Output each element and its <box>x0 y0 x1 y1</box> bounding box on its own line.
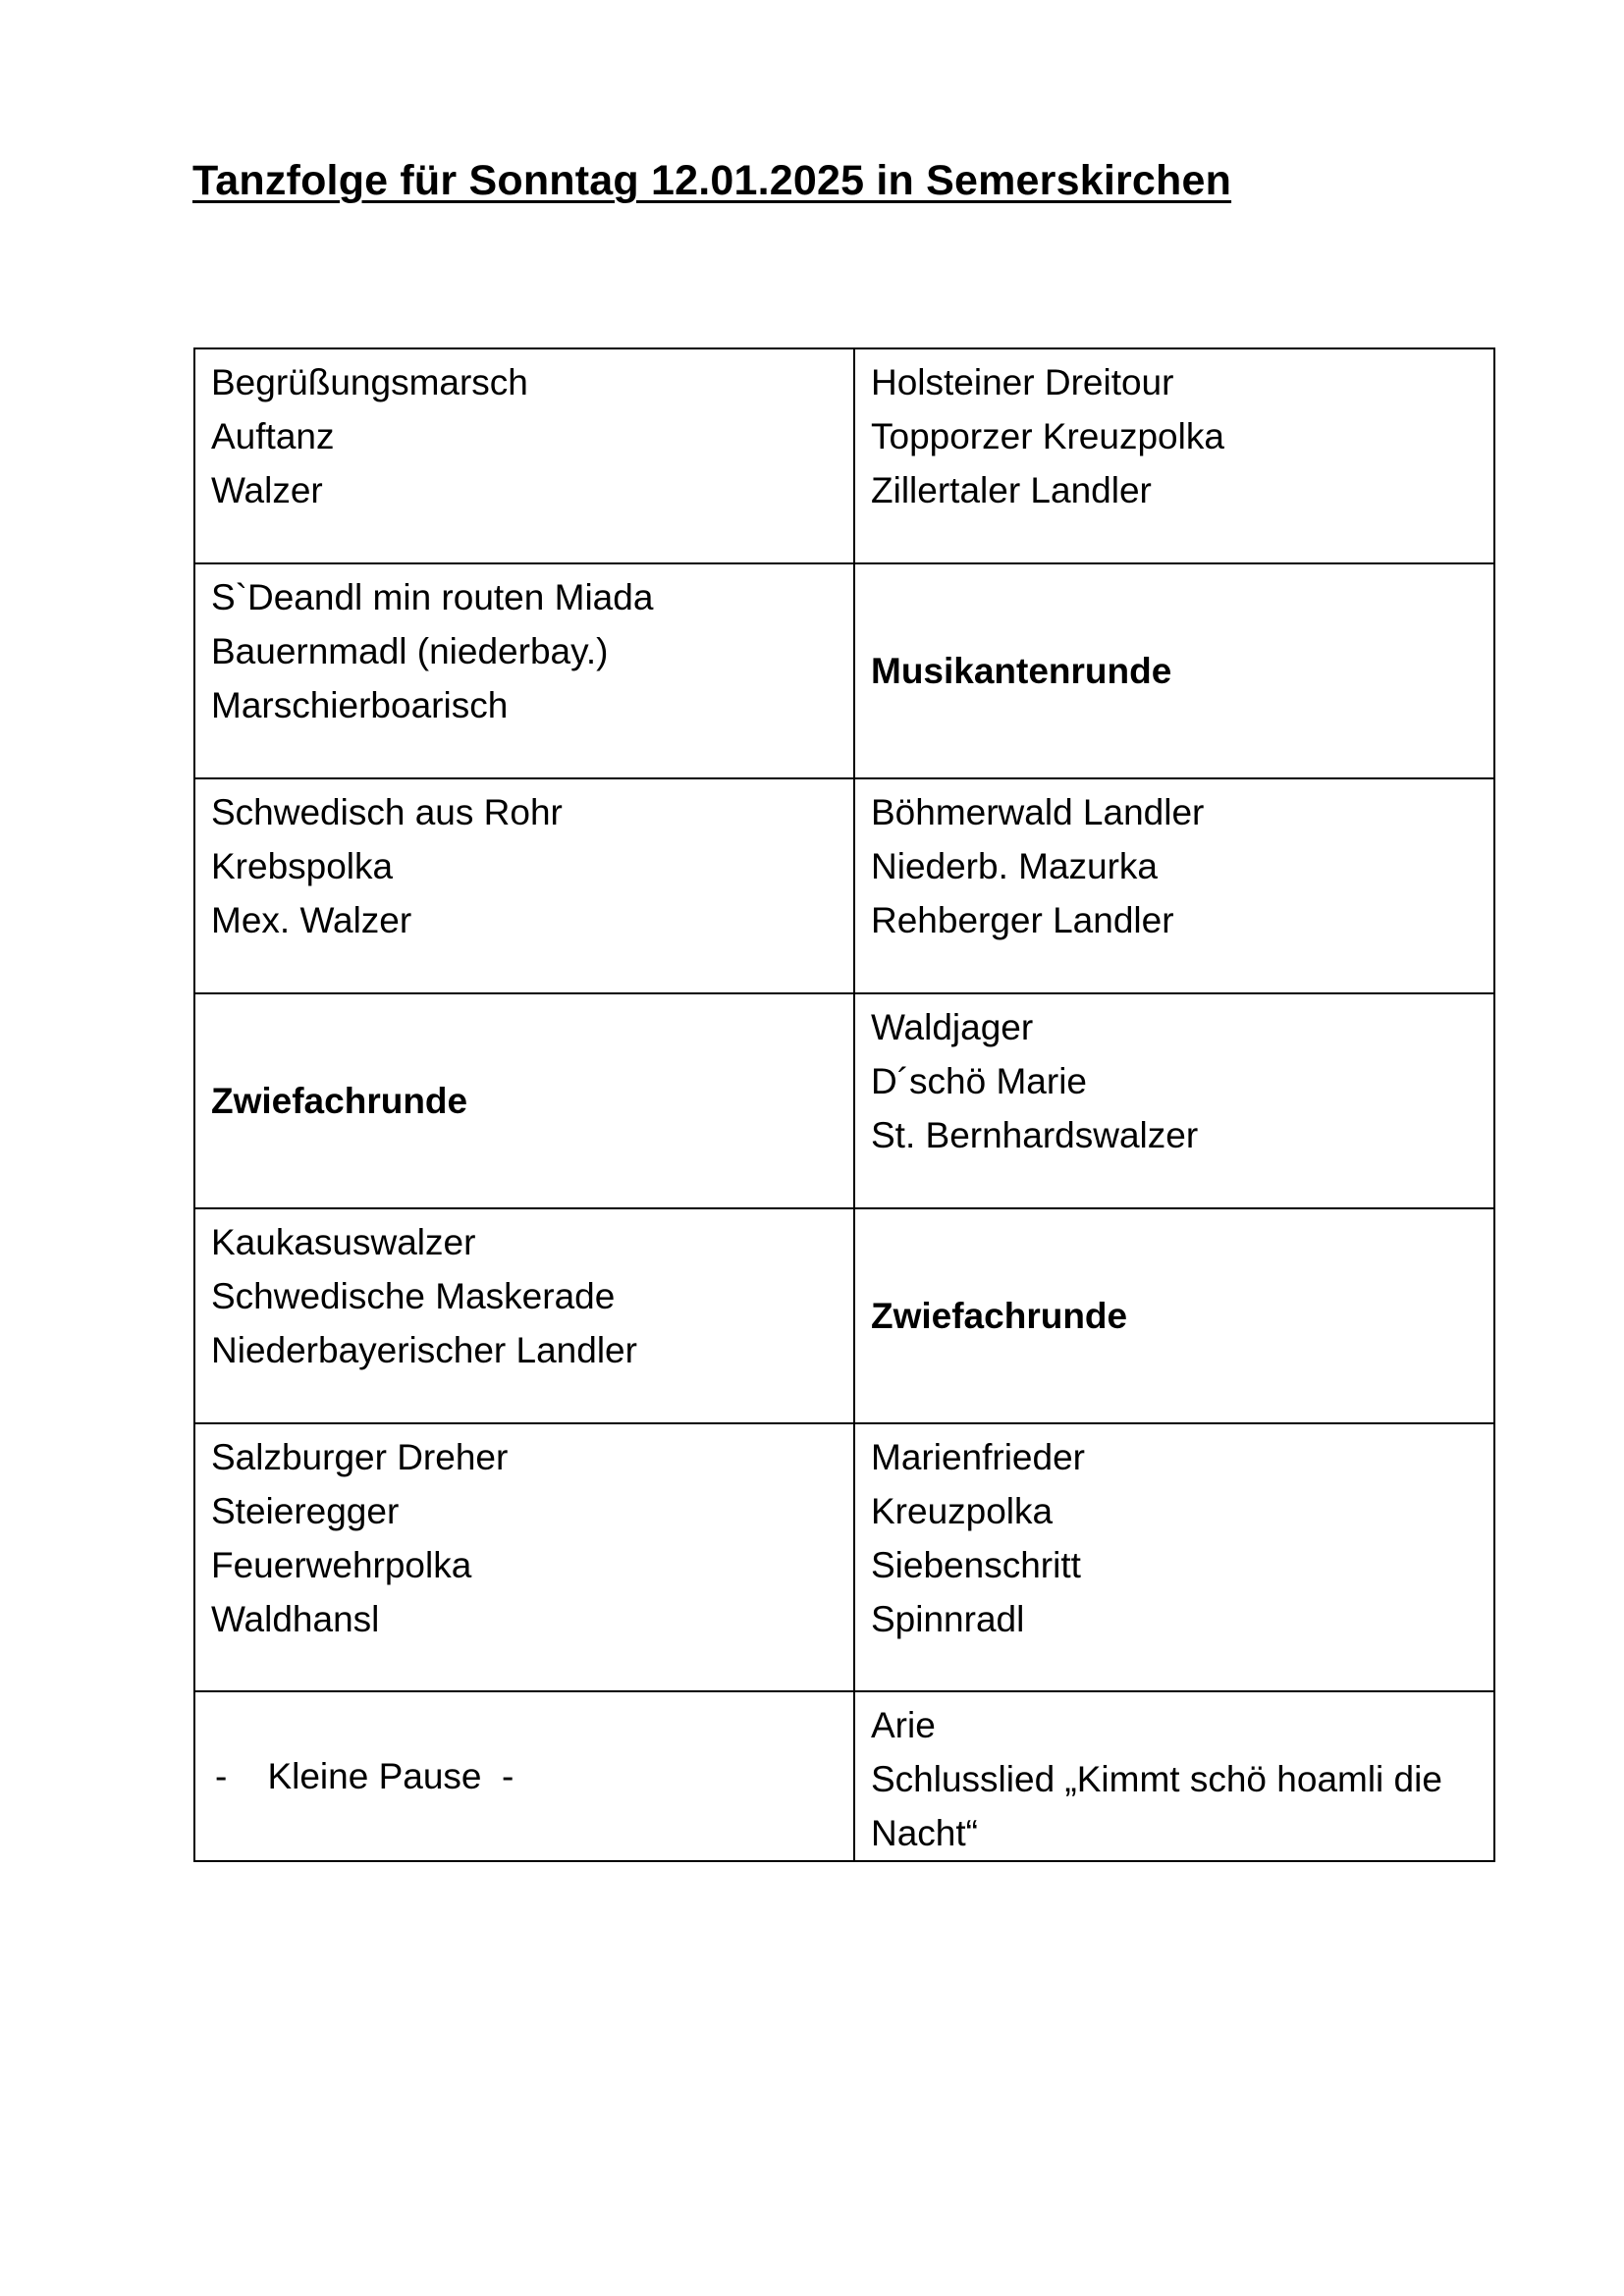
table-cell-right <box>854 1423 1494 1691</box>
dance-item: Waldjager <box>871 1007 1034 1047</box>
table-cell-left <box>194 563 854 778</box>
page-title: Tanzfolge für Sonntag 12.01.2025 in Semerskirchen <box>192 157 1232 204</box>
dance-item: Marschierboarisch <box>211 685 509 725</box>
dance-item: Feuerwehrpolka <box>211 1545 472 1585</box>
table-cell-left <box>194 1208 854 1423</box>
dance-item: Walzer <box>211 470 323 510</box>
dance-item: Zillertaler Landler <box>871 470 1152 510</box>
table-cell-right <box>854 993 1494 1208</box>
dance-item: Niederbayerischer Landler <box>211 1330 637 1370</box>
dance-item: Rehberger Landler <box>871 900 1174 940</box>
table-cell-left <box>194 993 854 1208</box>
dance-item: Waldhansl <box>211 1599 380 1639</box>
dance-item: Siebenschritt <box>871 1545 1081 1585</box>
dance-item: Marienfrieder <box>871 1437 1085 1477</box>
dance-item: D´schö Marie <box>871 1061 1087 1101</box>
pause-note: - Kleine Pause - <box>215 1756 514 1796</box>
table-cell-right <box>854 1691 1494 1861</box>
dance-item: Kaukasuswalzer <box>211 1222 476 1262</box>
dance-item: Topporzer Kreuzpolka <box>871 416 1224 456</box>
table-cell-left <box>194 348 854 563</box>
dance-item: Schwedisch aus Rohr <box>211 792 563 832</box>
dance-item: Begrüßungsmarsch <box>211 362 528 402</box>
table-cell-right <box>854 348 1494 563</box>
dance-order-table <box>193 347 1495 1862</box>
table-cell-right <box>854 563 1494 778</box>
table-row <box>194 348 1494 563</box>
round-heading: Musikantenrunde <box>871 651 1172 691</box>
closing-song: Schlusslied „Kimmt schö hoamli die Nacht“ <box>871 1759 1442 1853</box>
dance-item: S`Deandl min routen Miada <box>211 577 654 617</box>
dance-item: Schwedische Maskerade <box>211 1276 616 1316</box>
table-cell-right <box>854 778 1494 993</box>
table-row <box>194 1423 1494 1691</box>
dance-item: Auftanz <box>211 416 335 456</box>
table-row <box>194 1691 1494 1861</box>
dance-item: Steieregger <box>211 1491 400 1531</box>
dance-item: Salzburger Dreher <box>211 1437 509 1477</box>
dance-item: Krebspolka <box>211 846 394 886</box>
dance-item: Bauernmadl (niederbay.) <box>211 631 609 671</box>
table-cell-left <box>194 1423 854 1691</box>
table-cell-left <box>194 778 854 993</box>
table-row <box>194 993 1494 1208</box>
table-row <box>194 1208 1494 1423</box>
dance-item: Niederb. Mazurka <box>871 846 1159 886</box>
dance-item: St. Bernhardswalzer <box>871 1115 1199 1155</box>
dance-item: Arie <box>871 1705 936 1745</box>
dance-item: Holsteiner Dreitour <box>871 362 1174 402</box>
dance-item: Spinnradl <box>871 1599 1025 1639</box>
round-heading: Zwiefachrunde <box>211 1081 468 1121</box>
table-row <box>194 563 1494 778</box>
dance-item: Mex. Walzer <box>211 900 412 940</box>
round-heading: Zwiefachrunde <box>871 1296 1128 1336</box>
dance-item: Böhmerwald Landler <box>871 792 1205 832</box>
table-cell-right <box>854 1208 1494 1423</box>
table-row <box>194 778 1494 993</box>
dance-item: Kreuzpolka <box>871 1491 1054 1531</box>
table-cell-left <box>194 1691 854 1861</box>
